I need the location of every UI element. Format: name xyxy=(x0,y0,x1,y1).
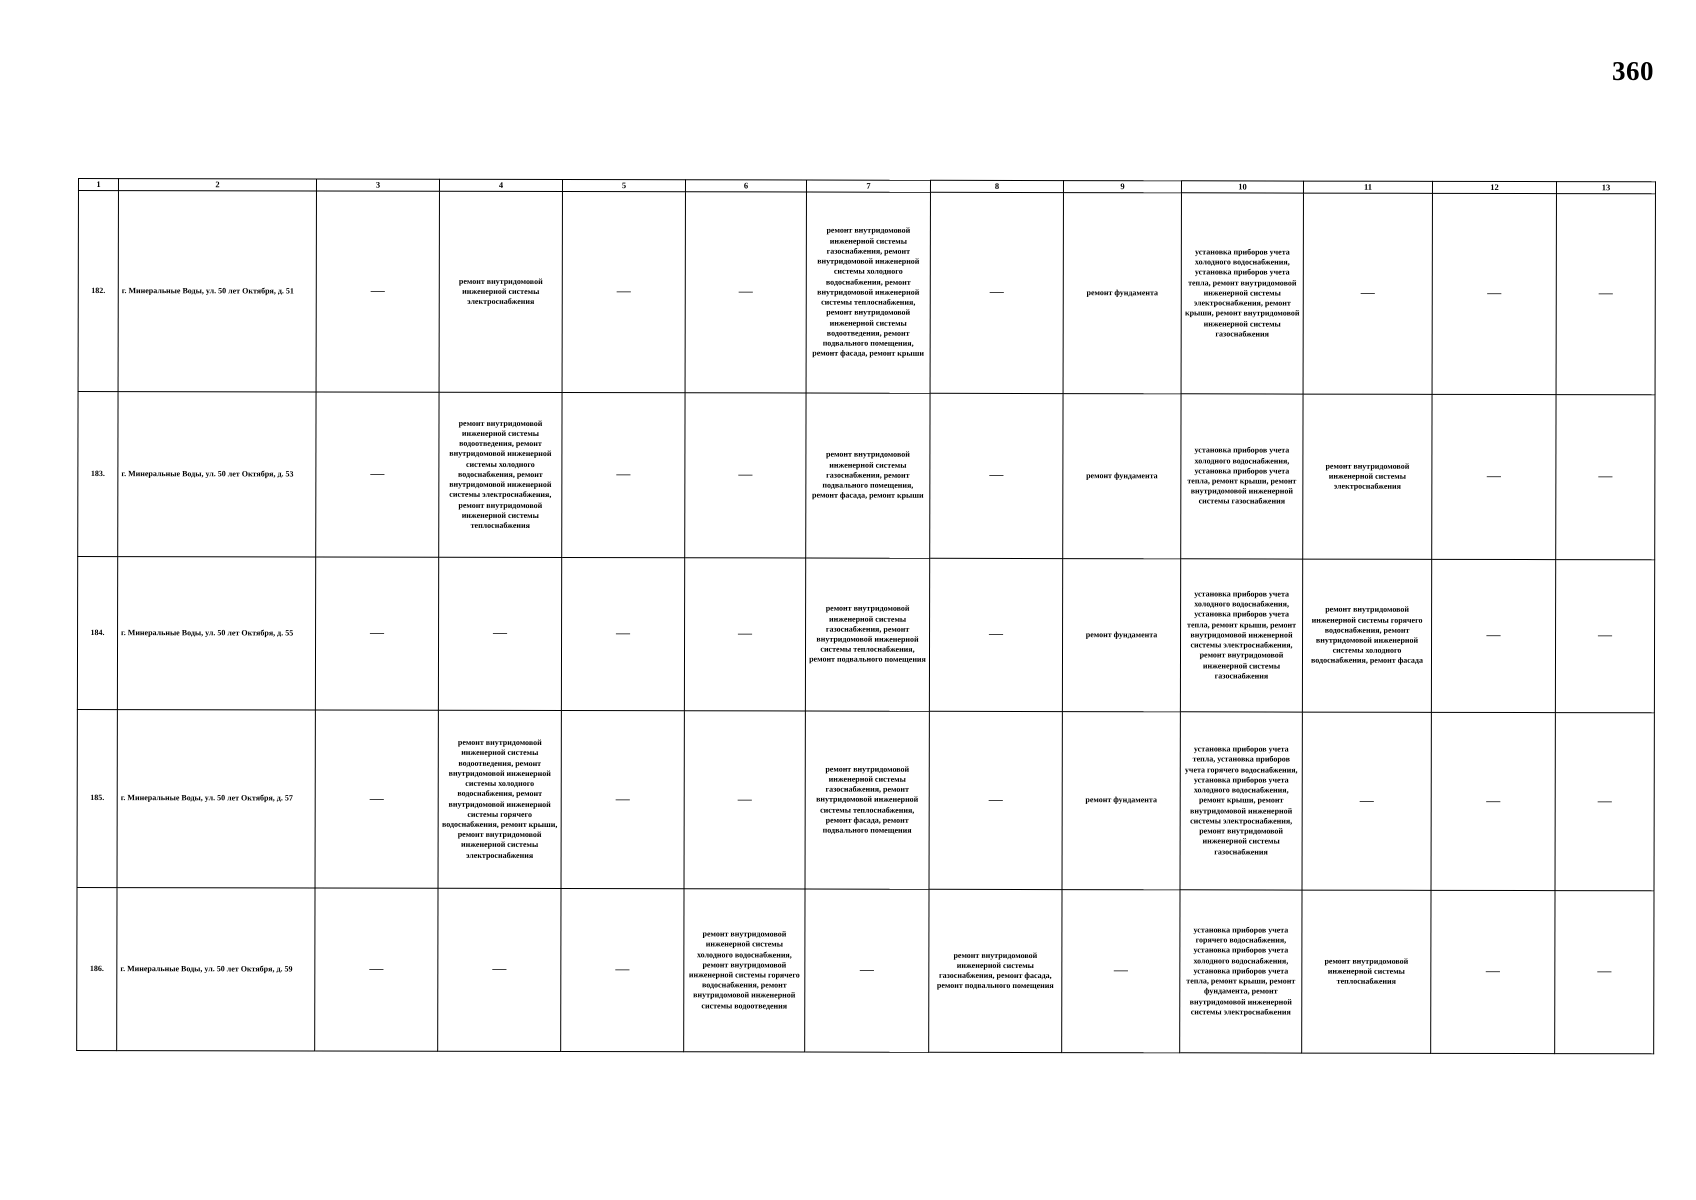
table-cell xyxy=(1555,891,1654,1054)
column-header: 10 xyxy=(1181,181,1303,193)
table-cell xyxy=(1431,890,1555,1053)
table-cell xyxy=(438,557,561,710)
table-cell: ремонт внутридомовой инженерной системы газоснабжения, ремонт внутридомовой инженерной системы теплоснабжения, ремонт фасада, ремонт подвального помещения xyxy=(805,711,929,889)
column-header: 7 xyxy=(806,180,930,192)
table-cell xyxy=(1062,890,1180,1053)
empty-value-dash: — xyxy=(1487,285,1502,301)
table-cell: ремонт фундамента xyxy=(1062,712,1180,890)
table-cell: установка приборов учета холодного водоснабжения, установка приборов учета тепла, ремонт крыши, ремонт внутридомовой инженерной системы электроснабжения, ремонт внутридомовой инженерной системы газоснабжения xyxy=(1180,559,1302,712)
empty-value-dash: — xyxy=(369,961,384,977)
table-cell xyxy=(685,393,806,558)
table-cell: установка приборов учета тепла, установка приборов учета горячего водоснабжения, установка приборов учета холодного водоснабжения, ремонт крыши, ремонт внутридомовой инженерной системы электроснабжения, ремонт внутридомовой инженерной системы газоснабжения xyxy=(1180,712,1302,890)
page-number: 360 xyxy=(1612,56,1654,86)
table-cell: ремонт внутридомовой инженерной системы холодного водоснабжения, ремонт внутридомовой инженерной системы горячего водоснабжения, ремонт внутридомовой инженерной системы водоотведения xyxy=(684,889,805,1052)
empty-value-dash: — xyxy=(1485,963,1500,979)
table-cell xyxy=(1555,560,1654,713)
table-cell xyxy=(1431,712,1555,890)
table-cell xyxy=(1431,559,1555,712)
table-cell: ремонт внутридомовой инженерной системы газоснабжения, ремонт внутридомовой инженерной системы теплоснабжения, ремонт подвального помещения xyxy=(805,558,929,711)
table-cell: ремонт фундамента xyxy=(1063,394,1181,559)
empty-value-dash: — xyxy=(1486,793,1501,809)
table-cell: установка приборов учета холодного водоснабжения, установка приборов учета тепла, ремонт внутридомовой инженерной системы электроснабжения, ремонт крыши, ремонт внутридомовой инженерной системы газоснабжения xyxy=(1181,193,1303,394)
table-row xyxy=(78,191,1655,395)
empty-value-dash: — xyxy=(989,626,1004,642)
empty-value-dash: — xyxy=(1598,286,1613,302)
empty-value-dash: — xyxy=(737,791,752,807)
empty-value-dash: — xyxy=(1597,964,1612,980)
empty-value-dash: — xyxy=(859,962,874,978)
table-cell xyxy=(930,393,1063,558)
row-number: 186. xyxy=(77,887,117,1050)
empty-value-dash: — xyxy=(615,791,630,807)
column-header: 5 xyxy=(562,180,685,192)
table-cell xyxy=(929,558,1062,711)
table-cell xyxy=(315,710,438,888)
column-header: 3 xyxy=(316,179,439,191)
table-cell: ремонт внутридомовой инженерной системы горячего водоснабжения, ремонт внутридомовой инженерной системы холодного водоснабжения, ремонт фасада xyxy=(1302,559,1431,712)
empty-value-dash: — xyxy=(738,626,753,642)
table-cell: ремонт внутридомовой инженерной системы газоснабжения, ремонт внутридомовой инженерной системы холодного водоснабжения, ремонт внутридомовой инженерной системы теплоснабжения, ремонт внутридомовой инженерной системы водоотведения, ремонт подвального помещения, ремонт фасада, ремонт крыши xyxy=(806,192,930,393)
empty-value-dash: — xyxy=(1113,963,1128,979)
column-header: 13 xyxy=(1556,182,1655,194)
address-cell: г. Минеральные Воды, ул. 50 лет Октября, д. 53 xyxy=(118,392,316,557)
table-cell xyxy=(929,711,1062,889)
row-number: 182. xyxy=(78,191,118,392)
column-header: 8 xyxy=(930,180,1063,192)
table-cell xyxy=(930,192,1063,393)
table-cell xyxy=(1556,194,1655,395)
table-row xyxy=(77,887,1654,1053)
column-header: 4 xyxy=(439,179,562,191)
table-cell: ремонт внутридомовой инженерной системы электроснабжения xyxy=(1303,394,1432,559)
empty-value-dash: — xyxy=(370,466,385,482)
column-header: 9 xyxy=(1063,181,1181,193)
empty-value-dash: — xyxy=(1597,793,1612,809)
empty-value-dash: — xyxy=(989,467,1004,483)
table-cell xyxy=(1302,712,1431,890)
table-cell xyxy=(561,558,684,711)
table-cell: ремонт внутридомовой инженерной системы водоотведения, ремонт внутридомовой инженерной системы холодного водоснабжения, ремонт внутридомовой инженерной системы электроснабжения, ремонт внутридомовой инженерной системы теплоснабжения xyxy=(439,392,562,557)
empty-value-dash: — xyxy=(492,961,507,977)
table-cell xyxy=(1432,193,1556,394)
table-cell xyxy=(1432,394,1556,559)
column-header: 6 xyxy=(685,180,806,192)
table-cell: установка приборов учета горячего водоснабжения, установка приборов учета холодного водоснабжения, установка приборов учета тепла, ремонт крыши, ремонт фундамента, ремонт внутридомовой инженерной системы электроснабжения xyxy=(1180,890,1302,1053)
row-number: 185. xyxy=(77,709,117,887)
table-cell xyxy=(315,557,438,710)
table-cell: установка приборов учета холодного водоснабжения, установка приборов учета тепла, ремонт крыши, ремонт внутридомовой инженерной системы газоснабжения xyxy=(1181,394,1303,559)
table-cell xyxy=(561,711,684,889)
empty-value-dash: — xyxy=(616,467,631,483)
column-header: 1 xyxy=(78,179,118,191)
table-cell xyxy=(1555,713,1654,891)
address-cell: г. Минеральные Воды, ул. 50 лет Октября, д. 55 xyxy=(117,557,315,710)
empty-value-dash: — xyxy=(1486,468,1501,484)
table-row xyxy=(78,392,1655,560)
table-cell: ремонт фундамента xyxy=(1063,193,1181,394)
column-header: 11 xyxy=(1303,181,1432,193)
empty-value-dash: — xyxy=(738,467,753,483)
column-header: 2 xyxy=(118,179,316,191)
row-number: 184. xyxy=(77,557,117,710)
table-cell: ремонт внутридомовой инженерной системы водоотведения, ремонт внутридомовой инженерной системы холодного водоснабжения, ремонт внутридомовой инженерной системы горячего водоснабжения, ремонт крыши, ремонт внутридомовой инженерной системы электроснабжения xyxy=(438,710,561,888)
table-cell xyxy=(685,192,806,393)
empty-value-dash: — xyxy=(615,962,630,978)
empty-value-dash: — xyxy=(1486,627,1501,643)
table-cell xyxy=(316,392,439,557)
empty-value-dash: — xyxy=(1360,285,1375,301)
table-cell: ремонт внутридомовой инженерной системы электроснабжения xyxy=(439,191,562,392)
empty-value-dash: — xyxy=(738,284,753,300)
empty-value-dash: — xyxy=(616,284,631,300)
table-cell xyxy=(438,888,561,1051)
address-cell: г. Минеральные Воды, ул. 50 лет Октября, д. 59 xyxy=(117,888,315,1051)
empty-value-dash: — xyxy=(370,625,385,641)
table-cell: ремонт фундамента xyxy=(1062,559,1180,712)
table-cell: ремонт внутридомовой инженерной системы газоснабжения, ремонт подвального помещения, ремонт фасада, ремонт крыши xyxy=(806,393,930,558)
table-cell xyxy=(684,558,805,711)
empty-value-dash: — xyxy=(989,284,1004,300)
table-cell xyxy=(1303,193,1432,394)
table-cell: ремонт внутридомовой инженерной системы газоснабжения, ремонт фасада, ремонт подвального помещения xyxy=(929,889,1062,1052)
row-number: 183. xyxy=(78,392,118,557)
repair-schedule-table xyxy=(76,178,1656,1054)
empty-value-dash: — xyxy=(1598,469,1613,485)
table-cell xyxy=(684,711,805,889)
table-cell xyxy=(805,889,929,1052)
table-cell: ремонт внутридомовой инженерной системы теплоснабжения xyxy=(1302,890,1431,1053)
table-cell xyxy=(315,888,438,1051)
table-cell xyxy=(562,393,685,558)
column-header: 12 xyxy=(1432,181,1556,193)
address-cell: г. Минеральные Воды, ул. 50 лет Октября, д. 57 xyxy=(117,710,315,888)
table-cell xyxy=(562,192,685,393)
empty-value-dash: — xyxy=(988,792,1003,808)
table-cell xyxy=(1556,395,1655,560)
empty-value-dash: — xyxy=(493,625,508,641)
table-row xyxy=(77,709,1654,890)
empty-value-dash: — xyxy=(1359,793,1374,809)
empty-value-dash: — xyxy=(370,283,385,299)
table-row xyxy=(77,557,1654,713)
table-cell xyxy=(316,191,439,392)
empty-value-dash: — xyxy=(616,626,631,642)
table-cell xyxy=(561,889,684,1052)
empty-value-dash: — xyxy=(369,791,384,807)
address-cell: г. Минеральные Воды, ул. 50 лет Октября, д. 51 xyxy=(118,191,316,392)
empty-value-dash: — xyxy=(1598,628,1613,644)
